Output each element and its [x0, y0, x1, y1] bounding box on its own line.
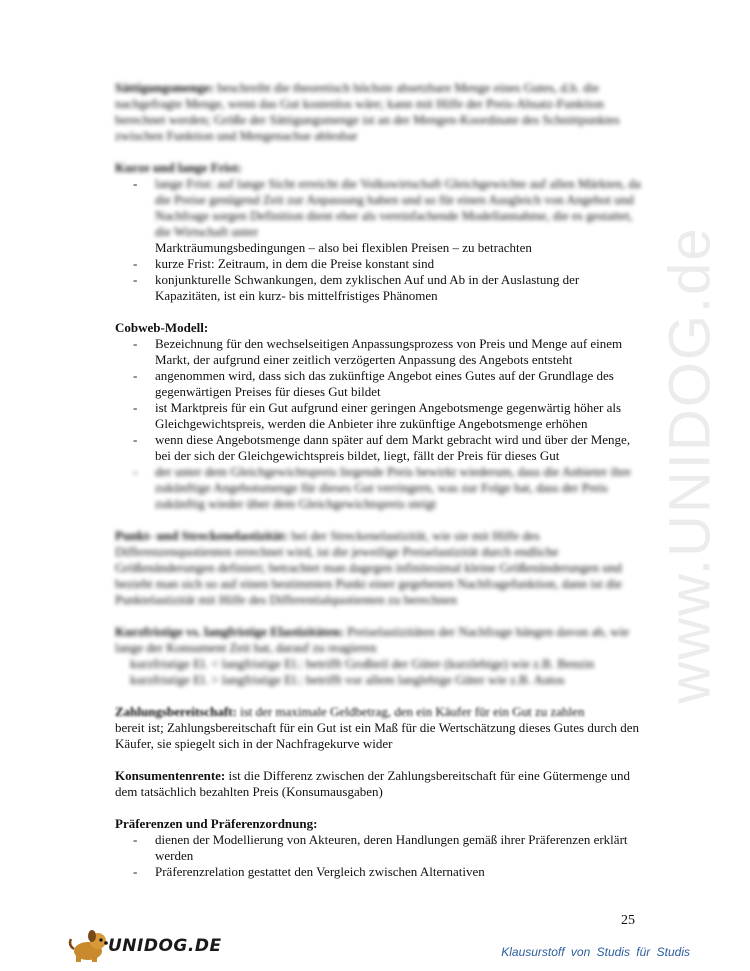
section-fristige-elastizitaeten — [115, 624, 645, 688]
section-praeferenzen — [115, 816, 645, 880]
list-item: - Bezeichnung für den wechselseitigen Anpassungsprozess von Preis und Menge auf einem Markt, der aufgrund einer zeitlich verzögerten Anpassung des Angebots entsteht — [115, 336, 645, 368]
bullet-list — [115, 832, 645, 880]
section-heading: Präferenzen und Präferenzordnung: — [115, 816, 318, 831]
section-zahlungsbereitschaft — [115, 704, 645, 752]
list-item-text: Markträumungsbedingungen – also bei flexiblen Preisen – zu betrachten — [155, 240, 532, 255]
section-heading: Kurzfristige vs. langfristige Elastizitäten: — [115, 624, 344, 639]
list-item: - Präferenzrelation gestattet den Vergleich zwischen Alternativen — [115, 864, 645, 880]
section-text: ist die Differenz zwischen der Zahlungsbereitschaft für eine Gütermenge und dem tatsächlich bezahlten Preis (Konsumausgaben) — [115, 768, 631, 799]
logo-text: UNIDOG.DE — [108, 936, 222, 956]
unidog-logo — [68, 927, 222, 963]
section-heading: Punkt- und Streckenelastizität: — [115, 528, 289, 543]
footer-tagline: Klausurstoff von Studis für Studis — [501, 945, 690, 959]
section-konsumentenrente — [115, 768, 645, 800]
section-saettigungsmenge — [115, 80, 645, 144]
section-text: beschreibt die theoretisch höchste absetzbare Menge eines Gutes, d.h. die nachgefragte Menge, wenn das Gut kostenlos wäre; kann mit Hilfe der Preis-Absatz-Funktion berechnet werden; Größe der Sättigungsmenge ist an der Mengen-Koordinate des Schnittpunktes zwischen Funktion und Mengenachse ablesbar — [115, 80, 620, 143]
section-heading: Zahlungsbereitschaft: — [115, 704, 237, 719]
section-elastizitaet — [115, 528, 645, 608]
section-heading: Cobweb-Modell: — [115, 320, 209, 335]
section-cobweb — [115, 320, 645, 512]
page-number: 25 — [621, 913, 635, 928]
section-line: kurzfristige El. < langfristige El.: betrifft Großteil der Güter (kurzlebige) wie z.B. Benzin — [130, 656, 595, 671]
list-item: - konjunkturelle Schwankungen, dem zyklischen Auf und Ab in der Auslastung der Kapazitäten, ist ein kurz- bis mittelfristiges Phänomen — [115, 272, 645, 304]
section-heading: Kurze und lange Frist: — [115, 160, 242, 175]
section-frist — [115, 160, 645, 304]
bullet-list — [115, 176, 645, 304]
section-text: Preiselastizitäten der Nachfrage hängen davon ab, wie lange der Konsument Zeit hat, darauf zu reagieren — [115, 624, 630, 655]
list-item: - wenn diese Angebotsmenge dann später auf dem Markt gebracht wird und über der Menge, bei der sich der Gleichgewichtspreis bildet, liegt, fällt der Preis für dieses Gut — [115, 432, 645, 464]
dog-icon — [68, 927, 112, 963]
list-item: - ist Marktpreis für ein Gut aufgrund einer geringen Angebotsmenge gegenwärtig höher als Gleichgewichtspreis, werden die Anbieter ihre zukünftige Angebotsmenge erhöhen — [115, 400, 645, 432]
list-item: - der unter dem Gleichgewichtspreis liegende Preis bewirkt wiederum, dass die Anbieter ihre zukünftige Angebotsmenge für dieses Gut verringern, was zur Folge hat, dass der Preis zukünftig wieder über dem Gleichgewichtspreis steigt — [115, 464, 645, 512]
section-heading: Konsumentenrente: — [115, 768, 226, 783]
list-item: - kurze Frist: Zeitraum, in dem die Preise konstant sind — [115, 256, 645, 272]
watermark-text: www.UNIDOG.de — [657, 226, 723, 704]
section-line: kurzfristige El. > langfristige El.: betrifft vor allem langlebige Güter wie z.B. Autos — [130, 672, 565, 687]
section-text: bei der Streckenelastizität, wie sie mit Hilfe des Differenzenquotienten errechnet wird, ist die jeweilige Preiselastizität durch endliche Größenänderungen definiert; betrachtet man dagegen infinitesimal kleine Größenänderungen und bezieht man sich so auf einen bestimmten Punkt einer gegebenen Nachfragefunktion, dann ist die Punktelastizität mit Hilfe des Differentialquotienten zu berechnen — [115, 528, 622, 607]
bullet-list — [115, 336, 645, 512]
list-item: - dienen der Modellierung von Akteuren, deren Handlungen gemäß ihrer Präferenzen erklärt werden — [115, 832, 645, 864]
section-text: bereit ist; Zahlungsbereitschaft für ein Gut ist ein Maß für die Wertschätzung dieses Gutes durch den Käufer, sie spiegelt sich in der Nachfragekurve wider — [115, 720, 639, 751]
watermark — [640, 226, 740, 704]
list-item-text-blurred: - lange Frist: auf lange Sicht erreicht die Volkswirtschaft Gleichgewichte auf allen Märkten, da die Preise genügend Zeit zur Anpassung haben und so für einen Ausgleich von Angebot und Nachfrage sorgen Definition dient eher als vereinfachende Modellannahme, die es gestattet, die Wirtschaft unter — [155, 176, 641, 239]
section-heading: Sättigungsmenge: — [115, 80, 214, 95]
list-item — [115, 176, 645, 256]
list-item: - angenommen wird, dass sich das zukünftige Angebot eines Gutes auf der Grundlage des gegenwärtigen Preises für dieses Gut bildet — [115, 368, 645, 400]
section-text-blurred: ist der maximale Geldbetrag, den ein Käufer für ein Gut zu zahlen — [240, 704, 585, 719]
document-body — [115, 80, 645, 896]
